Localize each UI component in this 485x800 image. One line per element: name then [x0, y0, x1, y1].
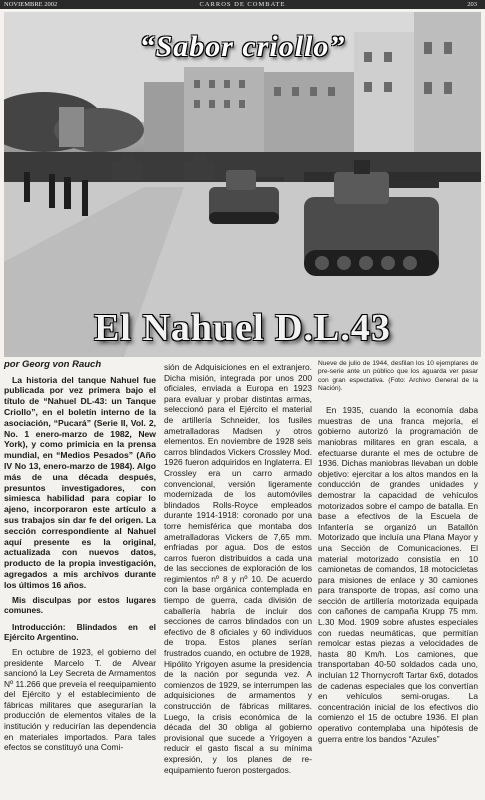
- paragraph-1-continued: sión de Adquisiciones en el extranjero. Dicha misión, integrada por unos 200 oficiales, enviada a Europa en 1923 para evaluar y probar distintas armas, seleccionó para el Ejército el material de artillería Schneider, los fusiles ametralladoras Madsen y otros elementos. En noviembre de 1928 seis carros blindados Vickers Crossley Mod. 1926 fueron adquiridos en Inglaterra. El Crossley era un carro armado convencional, versión ligeramente modernizada de los automóviles blindados Rolls-Royce empleados durante 1914-1918: coronado por una torre hemisférica que montaba dos ametralladoras Vickers de 7,65 mm. enfriadas por agua. Dos de estos carros fueron distribuidos a cada una de las secciones de exploración de los regimientos nº 8 y nº 10. De acuerdo con la base orgánica contemplada en tiempo de guerra, cada división de caballería habría de incluir dos secciones de carros blindados con un efectivo de 8 oficiales y 60 individuos de tropa. Estos planes serían frustrados cuando, en octubre de 1928, Hipólito Yrigoyen asume la presidencia de la nación por segunda vez. A comienzos de 1929, se interrumpen las adquisiciones de armamentos y construcción de fábricas militares. Luego, la crisis económica de la década del 30 obliga al gobierno provisional que sucede a Yrigoyen a reducir el gasto fiscal a su mínima expresión, y los planes de re-equipamiento fueron postergados.: [164, 362, 312, 775]
- byline: por Georg von Rauch: [4, 359, 102, 370]
- paragraph-2: En 1935, cuando la economía daba muestras de una franca mejoría, el gobierno autorizó la programación de maniobras militares en gran escala, a efectuarse durante el mes de octubre de 1936. Dichas maniobras llevaban un doble objetivo: ejercitar a los altos mandos en la conducción de grandes unidades y demostrar la capacidad de vehículos motorizados sobre el campo de batalla. En base a efectivos de la Escuela de Infantería se organizó un Batallón Motorizado que incluía una Plana Mayor y una Sección de Comunicaciones. El material motorizado consistía en 10 camionetas de comandos, 18 motocicletas para misiones de enlace y 30 camiones para transporte de tropas, así como una sección de artillería motorizada equipada con cañones de campaña Krupp 75 mm. L.30 Mod. 1909 sobre afustes especiales con ruedas neumáticas, que permitían remolcar estas piezas a velocidades de hasta 80 Km/h. Los camiones, que transportaban 40-50 soldados cada uno, incluían 12 Thornycroft Tartar 6x6, dotados de cadenas especiales que los convertían en vehículos semi-orugas. La concentración inicial de los efectivos dio comienzo el 15 de octubre 1936. El plan operativo contemplaba una hipótesis de guerra entre los bandos “Azules”: [318, 405, 478, 744]
- header-page-number: 203: [467, 1, 477, 8]
- column-1: [4, 360, 156, 757]
- column-2: [164, 362, 312, 779]
- photo-caption: Nueve de julio de 1944, desfilan los 10 ejemplares de pre-serie ante un público que los aguarda ver pasar con gran espectativa. (Foto: Archivo General de la Nación).: [318, 360, 478, 392]
- parade-photo: [4, 12, 481, 357]
- photo-title: “Sabor criollo”: [139, 30, 346, 63]
- paragraph-1: En octubre de 1923, el gobierno del presidente Marcelo T. de Alvear sancionó la Ley Secreta de Armamentos Nº 11.266 que preveía el reequipamiento del Ejército y el establecimiento de fábricas militares que asegurarían la producción de elementos vitales de la institución y reducirían las dependencia en materiales importados. Para tales efectos se constituyó una Comi-: [4, 646, 156, 753]
- intro-heading: Introducción: Blindados en el Ejército Argentino.: [4, 621, 156, 643]
- apology-paragraph: Mis disculpas por estos lugares comunes.: [4, 594, 156, 616]
- column-3: [318, 360, 478, 748]
- running-header: [0, 0, 485, 9]
- lead-paragraph: La historia del tanque Nahuel fue publicada por vez primera bajo el título de “Nahuel DL-43: un Tanque Criollo”, en el boletín interno de la asociación, “Pucará” (Serie II, Vol. 2, No. 1 enero-marzo de 1982, New York), y como primicia en la prensa mundial, en “Medios Pesados” (Año IV No 13, enero-marzo de 1984). Algo más de una década después, presuntos investigadores, con simiesca habilidad para copiar lo ajeno, incorporaron este artículo a sus trabajos sin dar fe del origen. La sección correspondiente al Nahuel aquí presente es la original, actualizada con nuevos datos, producto de la propia investigación, agregados a mis archivos durante los últimos 16 años.: [4, 374, 156, 590]
- header-magazine: CARROS DE COMBATE: [199, 1, 286, 8]
- header-date: NOVIEMBRE 2002: [4, 1, 58, 8]
- article-title: El Nahuel D.L.43: [94, 307, 391, 349]
